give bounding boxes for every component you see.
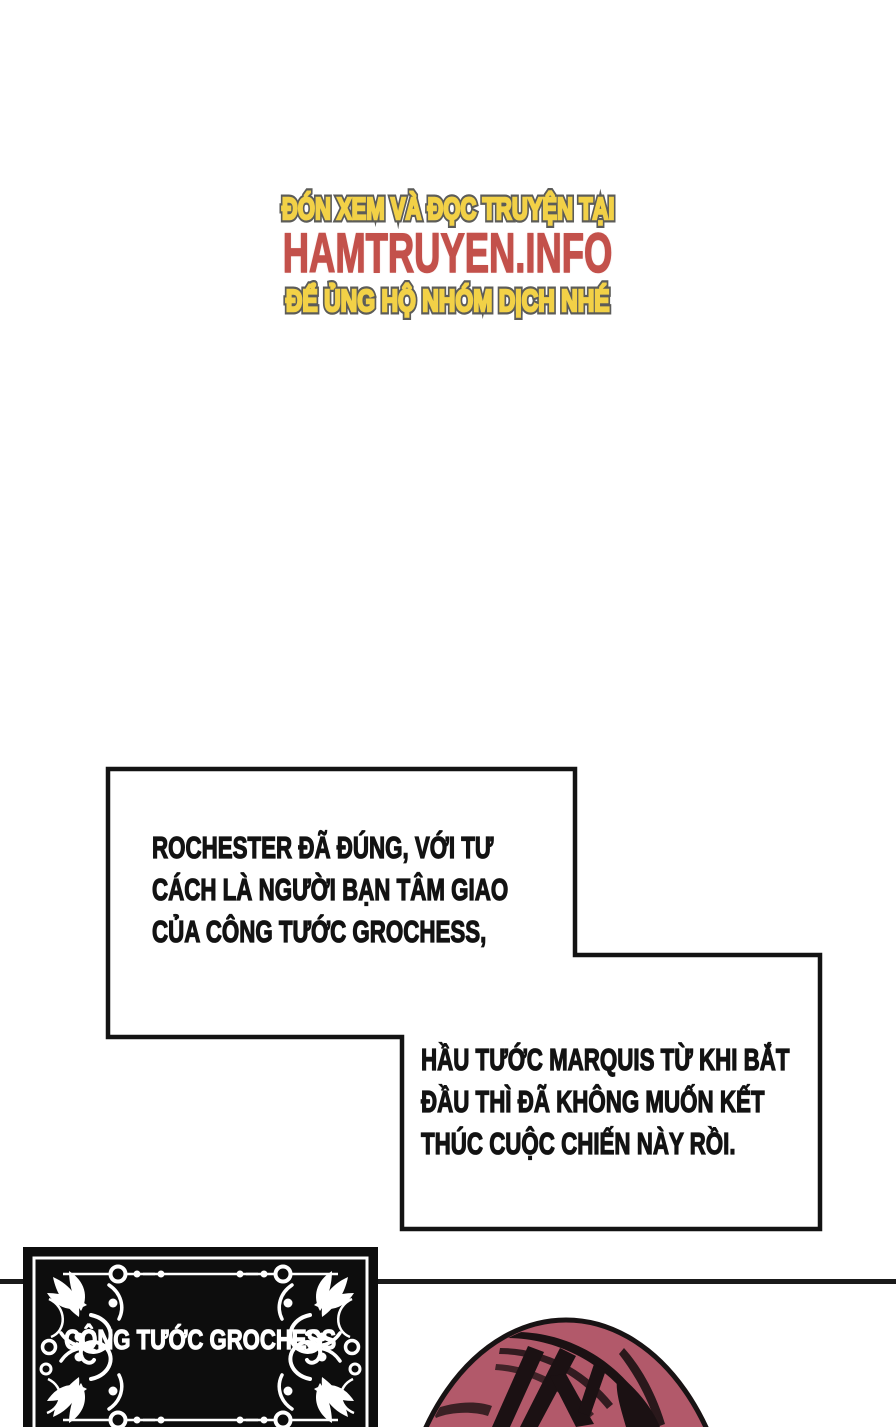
bubble-2-line-2: ĐẦU THÌ ĐÃ KHÔNG MUỐN KẾT <box>421 1084 765 1119</box>
character-head-art <box>380 1312 760 1427</box>
speech-bubble-1-text <box>152 827 508 953</box>
bubble-2-line-1: HẦU TƯỚC MARQUIS TỪ KHI BẮT <box>421 1042 790 1077</box>
site-name: HAMTRUYEN.INFO <box>283 221 613 284</box>
speech-bubble-2-text <box>421 1039 790 1165</box>
promo-header-site <box>0 221 896 284</box>
bubble-1-line-1: ROCHESTER ĐÃ ĐÚNG, VỚI TƯ <box>152 830 494 865</box>
nameplate-box <box>23 1247 378 1427</box>
nameplate-label: CÔNG TƯỚC GROCHESS <box>64 1324 337 1355</box>
bubble-1-line-3: CỦA CÔNG TƯỚC GROCHESS, <box>152 914 487 949</box>
bubble-2-line-3: THÚC CUỘC CHIẾN NÀY RỒI. <box>421 1126 736 1161</box>
bubble-1-line-2: CÁCH LÀ NGƯỜI BẠN TÂM GIAO <box>152 872 509 907</box>
promo-line-bottom: ĐỂ ỦNG HỘ NHÓM DỊCH NHÉ ĐỂ ỦNG HỘ NHÓM DỊCH NHÉ <box>286 284 610 318</box>
promo-header-bottom <box>0 284 896 318</box>
promo-line-top: ĐÓN XEM VÀ ĐỌC TRUYỆN TẠI ĐÓN XEM VÀ ĐỌC TRUYỆN TẠI <box>282 192 615 226</box>
